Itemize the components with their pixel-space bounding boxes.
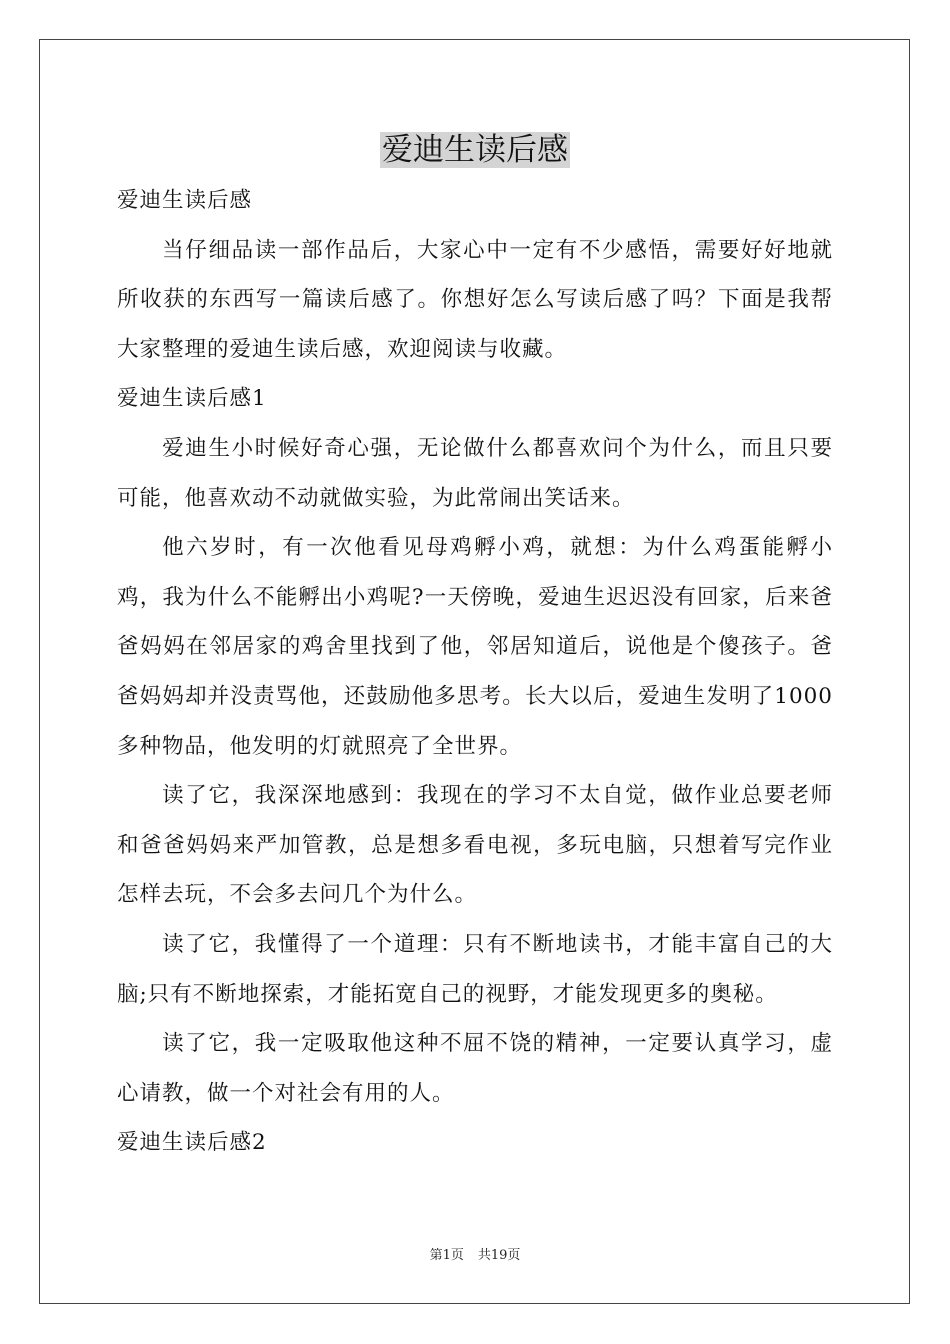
page-number: 第1页	[429, 1248, 464, 1263]
section-heading: 爱迪生读后感	[117, 188, 253, 213]
body-paragraph: 读了它，我懂得了一个道理：只有不断地读书，才能丰富自己的大脑;只有不断地探索，才能拓宽自己的视野，才能发现更多的奥秘。	[117, 931, 833, 1007]
document-title-text: 爱迪生读后感	[382, 132, 568, 168]
page-total: 共19页	[477, 1248, 521, 1263]
section-heading: 爱迪生读后感1	[117, 386, 267, 412]
body-paragraph: 当仔细品读一部作品后，大家心中一定有不少感悟，需要好好地就所收获的东西写一篇读后感了。你想好怎么写读后感了吗？下面是我帮大家整理的爱迪生读后感，欢迎阅读与收藏。	[117, 237, 833, 362]
page-footer	[0, 1246, 950, 1266]
document-title	[0, 128, 950, 172]
body-paragraph: 读了它，我深深地感到：我现在的学习不太自觉，做作业总要老师和爸爸妈妈来严加管教，总是想多看电视，多玩电脑，只想着写完作业怎样去玩，不会多去问几个为什么。	[117, 783, 833, 908]
section-heading: 爱迪生读后感2	[117, 1130, 267, 1156]
body-paragraph: 读了它，我一定吸取他这种不屈不饶的精神，一定要认真学习，虚心请教，做一个对社会有用的人。	[117, 1031, 833, 1106]
body-paragraph: 他六岁时，有一次他看见母鸡孵小鸡，就想：为什么鸡蛋能孵小鸡，我为什么不能孵出小鸡呢?一天傍晚，爱迪生迟迟没有回家，后来爸爸妈妈在邻居家的鸡舍里找到了他，邻居知道后，说他是个傻孩子。爸爸妈妈却并没责骂他，还鼓励他多思考。长大以后，爱迪生发明了1000多种物品，他发明的灯就照亮了全世界。	[117, 535, 833, 759]
body-paragraph: 爱迪生小时候好奇心强，无论做什么都喜欢问个为什么，而且只要可能，他喜欢动不动就做实验，为此常闹出笑话来。	[117, 435, 833, 511]
document-body	[117, 176, 833, 1168]
